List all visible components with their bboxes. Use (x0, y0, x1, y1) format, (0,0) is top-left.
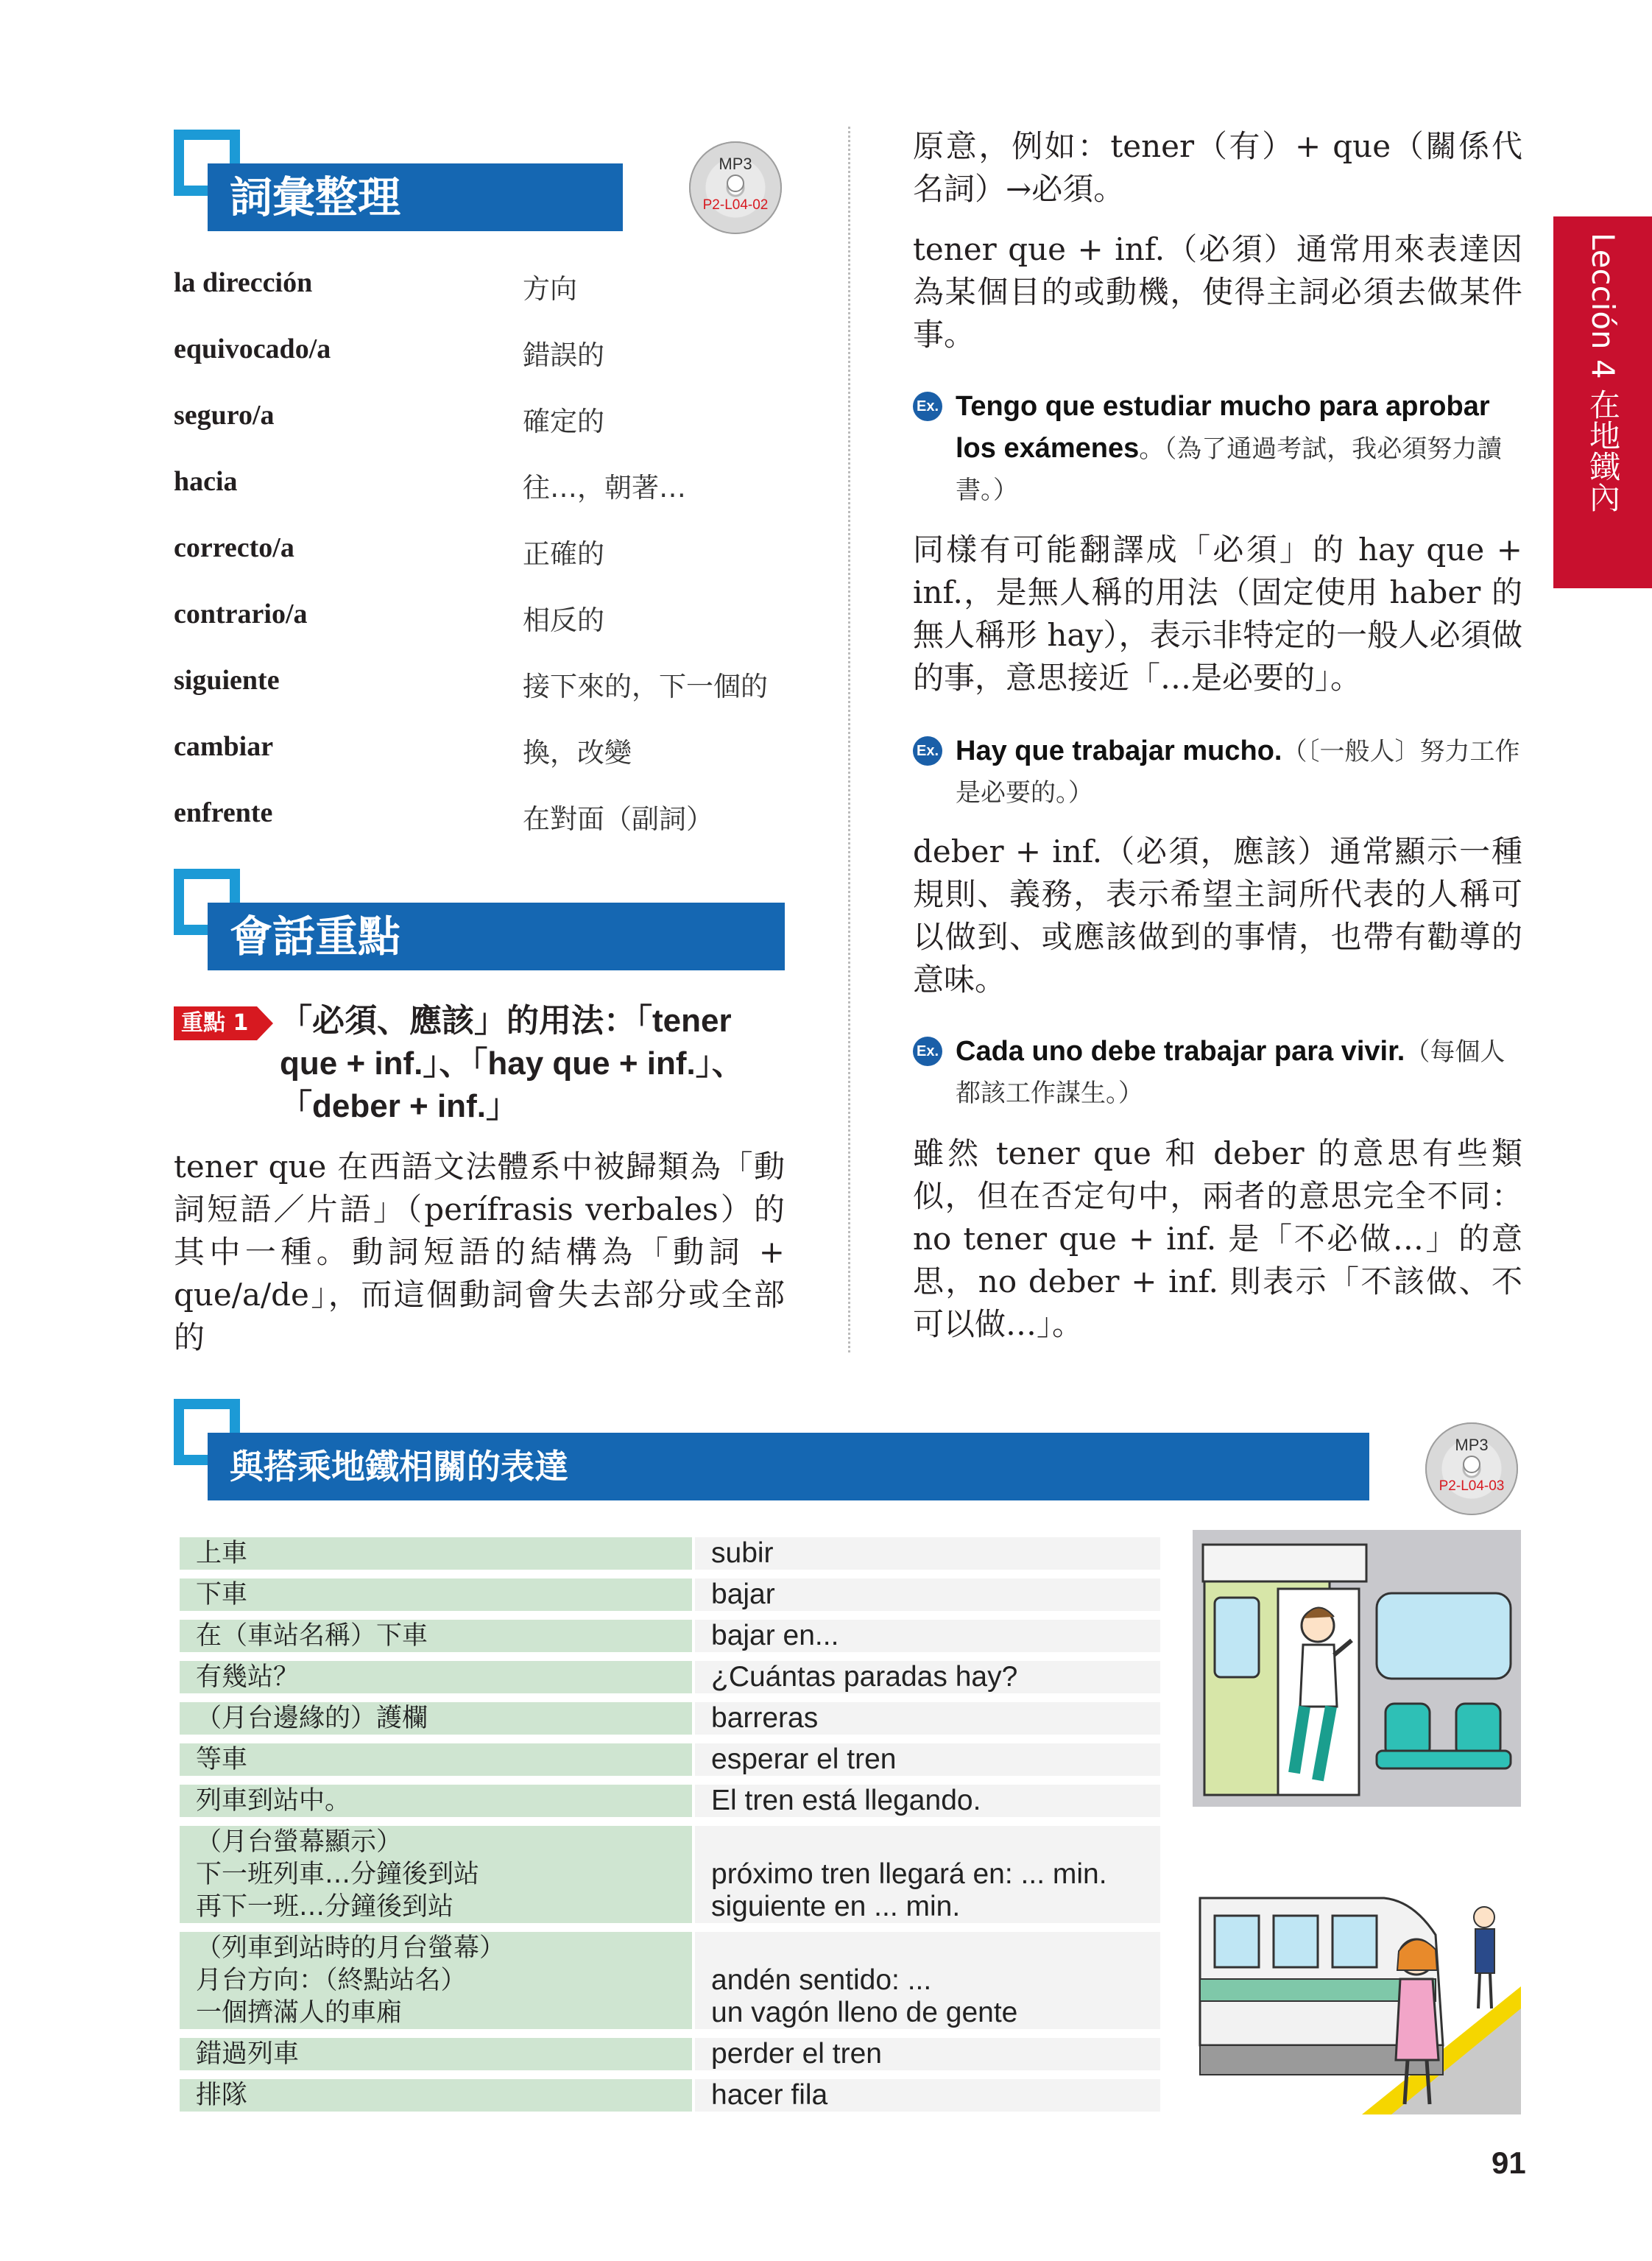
vocab-spanish: cambiar (174, 731, 274, 762)
vocab-chinese: 相反的 (523, 604, 604, 636)
mp3-label: MP3 (1455, 1436, 1489, 1454)
table-row (180, 1743, 1160, 1776)
point-title: 「必須、應該」的用法：「tener que + inf.」、「hay que + inf.」、「deber + inf.」 (280, 1003, 744, 1124)
expression-chinese: 下車 (180, 1579, 692, 1611)
mp3-track-code: P2-L04-03 (1439, 1478, 1505, 1494)
vocab-chinese: 錯誤的 (523, 339, 604, 371)
expression-chinese: 上車 (180, 1537, 692, 1570)
disc-hole (1463, 1456, 1480, 1473)
paragraph: 原意，例如：tener（有）+ que（關係代名詞）→必須。 (913, 128, 1522, 207)
vocab-item (174, 267, 836, 311)
mp3-track-code: P2-L04-02 (702, 197, 769, 213)
expression-chinese: 等車 (180, 1743, 692, 1776)
train-exit-illustration (1193, 1530, 1521, 1807)
table-row (180, 2038, 1160, 2070)
expression-spanish: andén sentido: ... (695, 1932, 1160, 1997)
grammar-intro: tener que 在西語文法體系中被歸類為「動詞短語／片語」（perífrasis verbales）的其中一種。動詞短語的結構為「動詞 + que/a/de」，而這個動詞會失去部分或全部的 (174, 1149, 785, 1355)
example-chinese: （每個人都該工作謀生。） (956, 1037, 1505, 1108)
table-row (180, 2079, 1160, 2112)
grammar-section-header (174, 869, 785, 972)
example-chinese: （〔一般人〕努力工作是必要的。） (956, 737, 1520, 808)
expression-chinese: 錯過列車 (180, 2038, 692, 2070)
expressions-section-header (174, 1399, 1369, 1506)
example-2 (956, 730, 1522, 814)
example-spanish: Tengo que estudiar mucho para aprobar los exámenes (956, 391, 1490, 464)
vocab-chinese: 換，改變 (523, 737, 632, 769)
expression-spanish: ¿Cuántas paradas hay? (695, 1661, 1160, 1693)
vocab-chinese: 在對面（副詞） (523, 803, 713, 835)
vocab-chinese: 往…，朝著… (523, 472, 686, 504)
vocab-chinese: 方向 (523, 273, 577, 305)
vocab-item (174, 598, 836, 642)
expression-spanish: barreras (695, 1702, 1160, 1735)
vocab-spanish: la dirección (174, 267, 313, 298)
paragraph: tener que + inf.（必須）通常用來表達因為某個目的或動機，使得主詞必須去做某件事。 (913, 231, 1522, 353)
expression-chinese: （列車到站時的月台螢幕） 月台方向：（終點站名） (180, 1932, 692, 1997)
example-badge-icon: Ex. (913, 1037, 942, 1066)
vocab-spanish: seguro/a (174, 400, 275, 431)
column-divider (848, 127, 850, 1352)
example-1 (956, 386, 1522, 511)
platform-illustration (1193, 1869, 1521, 2114)
table-row (180, 1702, 1160, 1735)
vocab-chinese: 接下來的，下一個的 (523, 671, 768, 702)
table-row (180, 1997, 1160, 2029)
vocab-spanish: siguiente (174, 665, 280, 696)
example-spanish: Cada uno debe trabajar para vivir. (956, 1036, 1405, 1067)
expression-chinese: 在（車站名稱）下車 (180, 1620, 692, 1652)
vocab-spanish: enfrente (174, 797, 273, 828)
expression-spanish: un vagón lleno de gente (695, 1997, 1160, 2029)
example-3 (956, 1031, 1522, 1114)
vocab-chinese: 確定的 (523, 406, 604, 437)
table-row (180, 1537, 1160, 1570)
example-badge-icon: Ex. (913, 392, 942, 421)
mp3-disc-icon[interactable] (1425, 1422, 1518, 1515)
vocab-section-title: 詞彙整理 (208, 163, 623, 231)
expression-chinese: （月台邊緣的）護欄 (180, 1702, 692, 1735)
vocab-item (174, 465, 836, 509)
page-number: 91 (1492, 2145, 1526, 2180)
table-row (180, 1579, 1160, 1611)
expression-spanish: próximo tren llegará en: ... min. siguiente en ... min. (695, 1826, 1160, 1923)
point-tag: 重點 1 (174, 1006, 257, 1040)
vocab-spanish: correcto/a (174, 532, 294, 563)
expression-spanish: El tren está llegando. (695, 1785, 1160, 1817)
mp3-disc-icon[interactable] (689, 141, 782, 234)
expression-chinese: 有幾站？ (180, 1661, 692, 1693)
table-row (180, 1932, 1160, 1997)
vocab-chinese: 正確的 (523, 538, 604, 570)
expression-spanish: bajar (695, 1579, 1160, 1611)
vocab-item (174, 532, 836, 576)
table-row (180, 1620, 1160, 1652)
table-row (180, 1661, 1160, 1693)
table-row (180, 1826, 1160, 1923)
lesson-side-tab (1553, 216, 1652, 588)
example-badge-icon: Ex. (913, 736, 942, 766)
expression-spanish: subir (695, 1537, 1160, 1570)
vocab-spanish: hacia (174, 466, 238, 497)
expressions-section-title: 與搭乘地鐵相關的表達 (208, 1433, 1369, 1500)
vocab-section-header (174, 130, 623, 233)
vocab-item (174, 333, 836, 377)
vocab-item (174, 664, 836, 708)
vocab-spanish: contrario/a (174, 599, 308, 629)
expression-chinese: 一個擠滿人的車廂 (180, 1997, 692, 2029)
expression-chinese: 列車到站中。 (180, 1785, 692, 1817)
lesson-tab-label: Lección 4 在地鐵內 (1585, 233, 1621, 513)
expression-spanish: bajar en... (695, 1620, 1160, 1652)
expression-spanish: hacer fila (695, 2079, 1160, 2112)
paragraph: 雖然 tener que 和 deber 的意思有些類似，但在否定句中，兩者的意思完全不同：no tener que + inf. 是「不必做…」的意思，no deber + inf. 則表示「不該做、不可以做…」。 (913, 1135, 1522, 1342)
expression-chinese: （月台螢幕顯示） 下一班列車…分鐘後到站 再下一班…分鐘後到站 (180, 1826, 692, 1923)
vocab-spanish: equivocado/a (174, 334, 331, 364)
expression-spanish: perder el tren (695, 2038, 1160, 2070)
expression-chinese: 排隊 (180, 2079, 692, 2112)
table-row (180, 1785, 1160, 1817)
vocab-item (174, 797, 836, 841)
example-spanish: Hay que trabajar mucho. (956, 736, 1282, 766)
disc-hole (727, 174, 744, 192)
mp3-label: MP3 (719, 155, 752, 173)
expression-spanish: esperar el tren (695, 1743, 1160, 1776)
vocab-item (174, 399, 836, 443)
example-chinese: 。（為了通過考試，我必須努力讀書。） (956, 434, 1503, 505)
grammar-section-title: 會話重點 (208, 903, 785, 970)
paragraph: deber + inf.（必須，應該）通常顯示一種規則、義務，表示希望主詞所代表的人稱可以做到、或應該做到的事情，也帶有勸導的意味。 (913, 833, 1522, 998)
vocab-item (174, 730, 836, 775)
paragraph: 同樣有可能翻譯成「必須」的 hay que + inf.，是無人稱的用法（固定使用 haber 的無人稱形 hay），表示非特定的一般人必須做的事，意思接近「…是必要的」。 (913, 532, 1522, 696)
